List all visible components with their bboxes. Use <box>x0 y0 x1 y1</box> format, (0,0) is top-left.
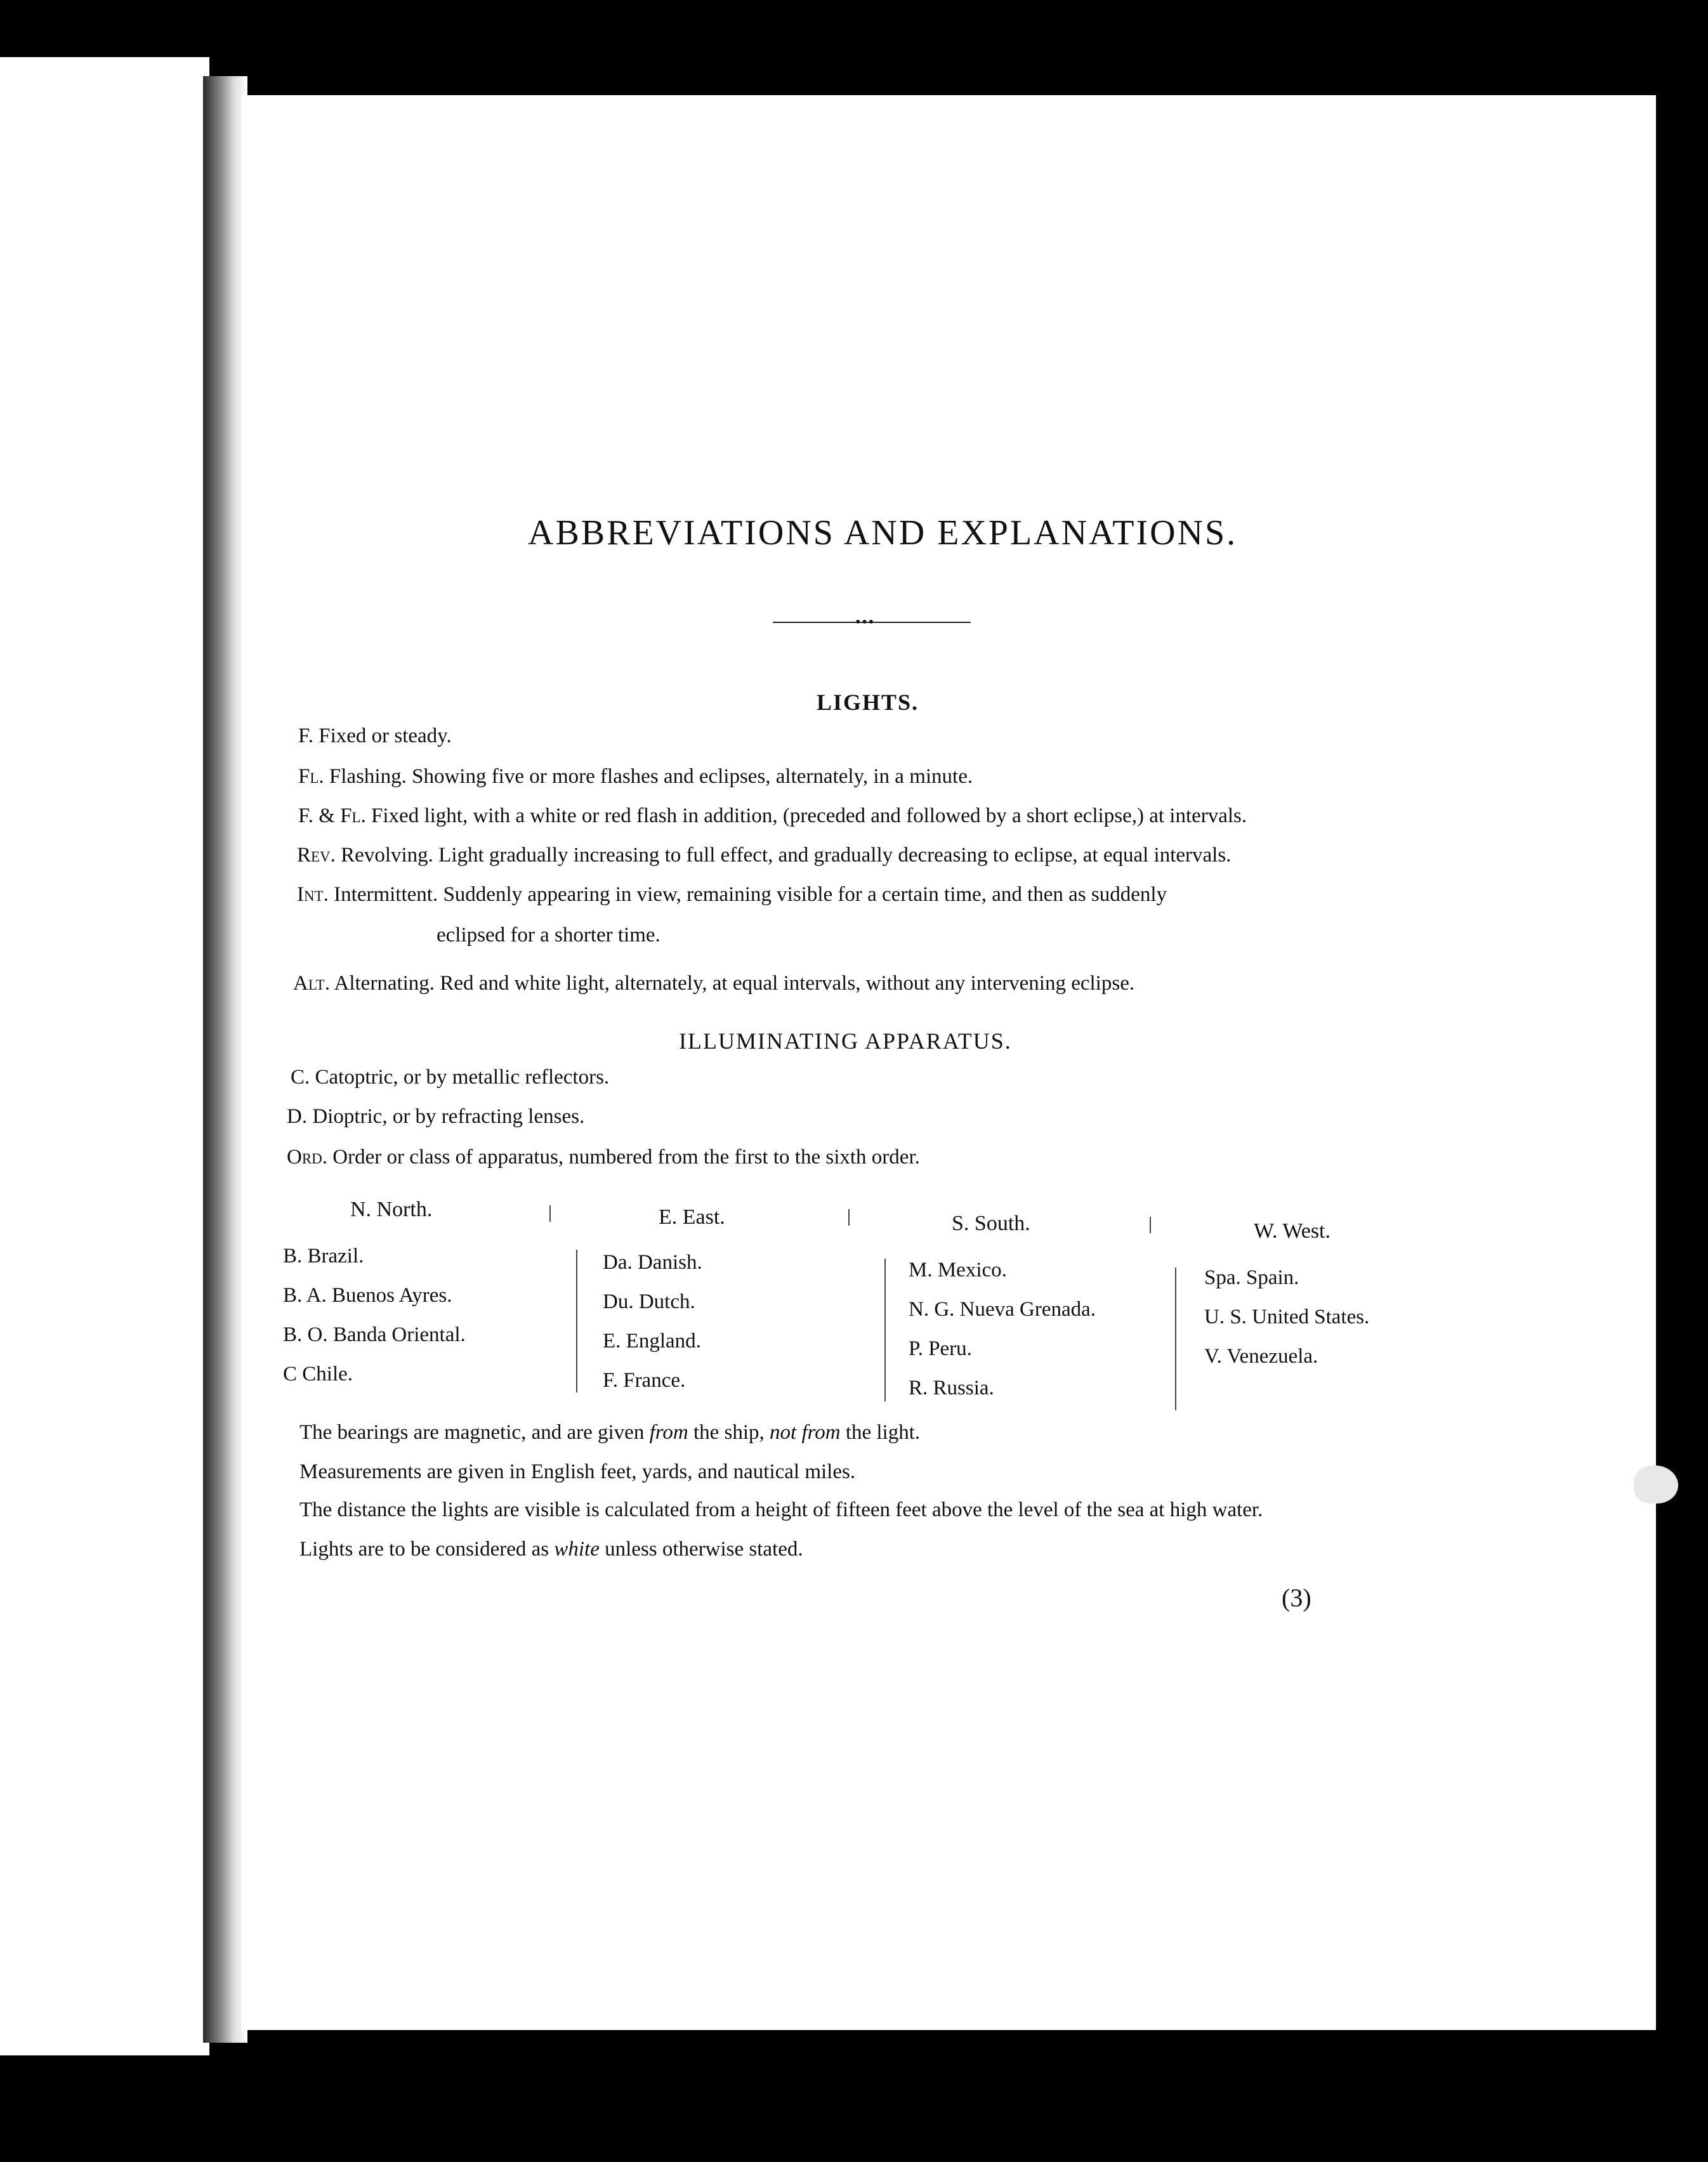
page-number: (3) <box>1282 1583 1311 1612</box>
note-white: Lights are to be considered as white unless otherwise stated. <box>299 1538 803 1561</box>
note-measurements: Measurements are given in English feet, yards, and nautical miles. <box>299 1460 856 1483</box>
facing-page-edge <box>0 57 209 2055</box>
note-distance: The distance the lights are visible is calculated from a height of fifteen feet above the level of the sea at high water. <box>299 1498 1263 1521</box>
entry-abbr: F. & Fl. <box>298 804 366 827</box>
country-entry: R. Russia. <box>909 1377 994 1399</box>
column-heading-north: N. North. <box>350 1198 433 1221</box>
entry-text: Order or class of apparatus, numbered from the first to the sixth order. <box>332 1146 920 1169</box>
column-divider <box>848 1209 850 1226</box>
entry-abbr: Int. <box>297 883 329 906</box>
country-entry: Spa. Spain. <box>1204 1266 1299 1289</box>
light-entry-intermittent-cont <box>437 924 660 947</box>
country-entry: M. Mexico. <box>909 1259 1007 1281</box>
column-heading-east: E. East. <box>659 1205 725 1229</box>
column-heading-west: W. West. <box>1254 1219 1330 1243</box>
column-divider <box>1175 1268 1176 1410</box>
lights-heading: LIGHTS. <box>817 690 919 715</box>
country-entry: C Chile. <box>283 1363 353 1386</box>
country-entry: B. Brazil. <box>283 1245 364 1268</box>
entry-text: Revolving. Light gradually increasing to full effect, and gradually decreasing to eclipse, at equal intervals. <box>341 844 1232 867</box>
light-entry-alternating <box>293 972 1134 995</box>
light-entry-fixed <box>298 724 452 748</box>
paper-blemish <box>1634 1465 1678 1504</box>
entry-text: Alternating. Red and white light, alternately, at equal intervals, without any intervening eclipse. <box>334 972 1135 995</box>
entry-abbr: Rev. <box>297 844 336 867</box>
country-entry: P. Peru. <box>909 1337 972 1360</box>
column-divider <box>1150 1217 1151 1233</box>
country-entry: N. G. Nueva Grenada. <box>909 1298 1096 1321</box>
entry-abbr: D. <box>287 1105 308 1128</box>
entry-abbr: Alt. <box>293 972 331 995</box>
apparatus-entry-dioptric <box>287 1105 584 1129</box>
light-entry-flashing <box>298 765 973 789</box>
country-entry: B. A. Buenos Ayres. <box>283 1284 452 1307</box>
light-entry-intermittent <box>297 883 1167 907</box>
note-bearings: The bearings are magnetic, and are given from the ship, not from the light. <box>299 1421 921 1444</box>
column-divider <box>549 1205 551 1222</box>
light-entry-revolving <box>297 844 1231 867</box>
apparatus-entry-catoptric <box>291 1066 609 1089</box>
page <box>241 95 1656 2030</box>
country-entry: Da. Danish. <box>603 1251 702 1274</box>
country-entry: E. England. <box>603 1330 701 1353</box>
page-title: ABBREVIATIONS AND EXPLANATIONS. <box>528 513 1238 553</box>
entry-abbr: Fl. <box>298 765 324 788</box>
column-divider <box>884 1259 886 1401</box>
divider-ornament: ••• <box>855 614 876 631</box>
entry-text: Flashing. Showing five or more flashes and eclipses, alternately, in a minute. <box>329 765 973 788</box>
entry-abbr: F. <box>298 724 313 747</box>
column-divider <box>576 1250 577 1392</box>
entry-text: Fixed light, with a white or red flash in addition, (preceded and followed by a short eclipse,) at intervals. <box>371 804 1247 827</box>
country-entry: V. Venezuela. <box>1204 1345 1318 1368</box>
country-entry: U. S. United States. <box>1204 1306 1370 1328</box>
entry-abbr: C. <box>291 1066 310 1089</box>
country-entry: F. France. <box>603 1369 686 1392</box>
entry-abbr: Ord. <box>287 1146 328 1169</box>
column-heading-south: S. South. <box>952 1212 1030 1235</box>
country-entry: B. O. Banda Oriental. <box>283 1323 466 1346</box>
apparatus-entry-order <box>287 1146 920 1169</box>
entry-text: eclipsed for a shorter time. <box>437 924 660 947</box>
entry-text: Catoptric, or by metallic reflectors. <box>315 1066 610 1089</box>
entry-text: Dioptric, or by refracting lenses. <box>312 1105 585 1128</box>
country-entry: Du. Dutch. <box>603 1290 695 1313</box>
apparatus-heading: ILLUMINATING APPARATUS. <box>679 1028 1012 1054</box>
entry-text: Fixed or steady. <box>319 724 452 747</box>
light-entry-fixed-flashing <box>298 804 1247 828</box>
entry-text: Intermittent. Suddenly appearing in view, remaining visible for a certain time, and then as suddenly <box>334 883 1167 906</box>
